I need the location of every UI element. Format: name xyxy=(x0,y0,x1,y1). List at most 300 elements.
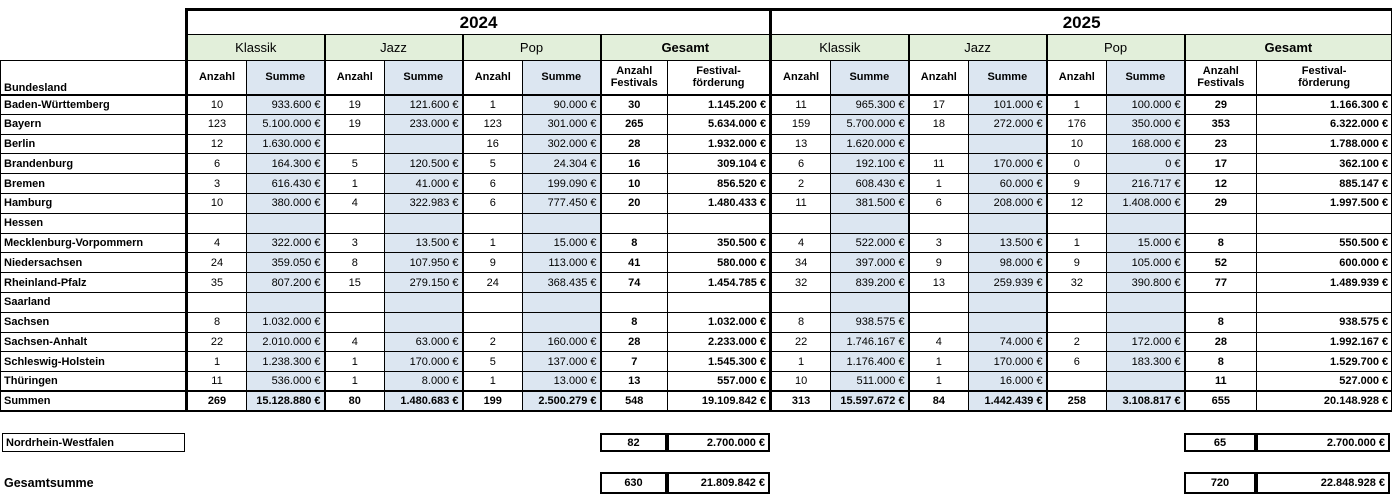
data-cell: 32 xyxy=(1047,273,1107,293)
data-cell: 159 xyxy=(771,114,831,134)
data-cell xyxy=(1257,213,1392,233)
data-cell: 608.430 € xyxy=(831,174,909,194)
data-cell: 183.300 € xyxy=(1107,352,1185,372)
category-header-row xyxy=(1,35,1392,61)
data-cell: 199 xyxy=(463,391,523,411)
data-cell: 2 xyxy=(463,332,523,352)
state-name-cell: Bremen xyxy=(1,174,187,194)
data-cell: 550.500 € xyxy=(1257,233,1392,253)
group-header-klassik-2025: Klassik xyxy=(771,35,909,61)
data-cell: 1.032.000 € xyxy=(668,312,771,332)
data-cell: 2 xyxy=(1047,332,1107,352)
nrw-2024-anzahl-box: 82 xyxy=(600,433,667,452)
anzahl-header: Anzahl xyxy=(187,61,247,95)
data-cell: 20.148.928 € xyxy=(1257,391,1392,411)
data-cell xyxy=(325,312,385,332)
data-cell: 353 xyxy=(1185,114,1257,134)
data-cell: 11 xyxy=(1185,372,1257,392)
data-cell: 10 xyxy=(187,193,247,213)
data-cell: 28 xyxy=(601,134,668,154)
data-cell: 1.032.000 € xyxy=(247,312,325,332)
state-name-cell: Sachsen-Anhalt xyxy=(1,332,187,352)
data-cell: 113.000 € xyxy=(523,253,601,273)
data-cell: 15.000 € xyxy=(1107,233,1185,253)
data-cell: 208.000 € xyxy=(969,193,1047,213)
data-cell xyxy=(325,292,385,312)
data-cell: 5 xyxy=(325,154,385,174)
data-cell: 17 xyxy=(1185,154,1257,174)
data-cell: 90.000 € xyxy=(523,95,601,115)
table-row xyxy=(1,95,1392,115)
anzahl-header: Anzahl xyxy=(463,61,523,95)
data-cell xyxy=(187,292,247,312)
data-cell: 121.600 € xyxy=(385,95,463,115)
data-cell: 8 xyxy=(325,253,385,273)
data-cell xyxy=(385,312,463,332)
data-cell: 6 xyxy=(463,174,523,194)
data-cell xyxy=(385,134,463,154)
data-cell: 2.500.279 € xyxy=(523,391,601,411)
data-cell: 10 xyxy=(1047,134,1107,154)
data-cell: 1 xyxy=(1047,95,1107,115)
data-cell: 30 xyxy=(601,95,668,115)
data-cell: 10 xyxy=(771,372,831,392)
data-cell: 11 xyxy=(187,372,247,392)
data-cell: 536.000 € xyxy=(247,372,325,392)
data-cell xyxy=(385,213,463,233)
nrw-2025-anzahl-box: 65 xyxy=(1184,433,1256,452)
data-cell: 302.000 € xyxy=(523,134,601,154)
data-cell: 965.300 € xyxy=(831,95,909,115)
data-cell: 22 xyxy=(187,332,247,352)
data-cell: 12 xyxy=(187,134,247,154)
data-cell: 3.108.817 € xyxy=(1107,391,1185,411)
data-cell: 19.109.842 € xyxy=(668,391,771,411)
data-cell: 362.100 € xyxy=(1257,154,1392,174)
data-cell: 15.128.880 € xyxy=(247,391,325,411)
data-cell: 168.000 € xyxy=(1107,134,1185,154)
data-cell: 170.000 € xyxy=(969,352,1047,372)
data-cell: 6.322.000 € xyxy=(1257,114,1392,134)
data-cell: 13.000 € xyxy=(523,372,601,392)
table-row xyxy=(1,174,1392,194)
table-row xyxy=(1,312,1392,332)
table-row xyxy=(1,134,1392,154)
data-cell: 13 xyxy=(909,273,969,293)
data-cell: 29 xyxy=(1185,95,1257,115)
data-cell: 19 xyxy=(325,114,385,134)
data-cell: 9 xyxy=(1047,253,1107,273)
data-cell xyxy=(523,292,601,312)
data-cell: 0 xyxy=(1047,154,1107,174)
data-cell: 1.630.000 € xyxy=(247,134,325,154)
data-cell: 233.000 € xyxy=(385,114,463,134)
data-cell: 18 xyxy=(909,114,969,134)
corner-spacer xyxy=(1,35,187,61)
data-cell: 20 xyxy=(601,193,668,213)
state-name-cell: Berlin xyxy=(1,134,187,154)
data-cell: 397.000 € xyxy=(831,253,909,273)
data-cell: 120.500 € xyxy=(385,154,463,174)
data-cell: 1 xyxy=(909,352,969,372)
data-cell: 13 xyxy=(771,134,831,154)
data-cell: 7 xyxy=(601,352,668,372)
data-cell: 2.233.000 € xyxy=(668,332,771,352)
nrw-2025-summe-box: 2.700.000 € xyxy=(1256,433,1390,452)
data-cell: 52 xyxy=(1185,253,1257,273)
festival-foerderung-header: Festival- förderung xyxy=(668,61,771,95)
data-cell: 3 xyxy=(325,233,385,253)
data-cell: 12 xyxy=(1047,193,1107,213)
data-cell: 322.000 € xyxy=(247,233,325,253)
gesamtsumme-2024-anzahl-box: 630 xyxy=(600,472,667,494)
data-cell: 8 xyxy=(1185,233,1257,253)
group-header-gesamt-2025: Gesamt xyxy=(1185,35,1392,61)
data-cell: 16.000 € xyxy=(969,372,1047,392)
state-name-cell: Thüringen xyxy=(1,372,187,392)
data-cell: 259.939 € xyxy=(969,273,1047,293)
data-cell xyxy=(523,312,601,332)
state-name-cell: Hessen xyxy=(1,213,187,233)
data-cell xyxy=(969,312,1047,332)
data-cell: 9 xyxy=(909,253,969,273)
data-cell: 123 xyxy=(463,114,523,134)
data-cell: 1 xyxy=(909,372,969,392)
data-cell: 5.700.000 € xyxy=(831,114,909,134)
data-cell: 170.000 € xyxy=(969,154,1047,174)
data-cell: 1.529.700 € xyxy=(1257,352,1392,372)
data-cell xyxy=(909,312,969,332)
data-cell: 8 xyxy=(1185,352,1257,372)
data-cell: 100.000 € xyxy=(1107,95,1185,115)
data-cell: 84 xyxy=(909,391,969,411)
data-cell xyxy=(1185,292,1257,312)
data-cell: 322.983 € xyxy=(385,193,463,213)
summe-header: Summe xyxy=(247,61,325,95)
nordrhein-westfalen-label-box: Nordrhein-Westfalen xyxy=(2,433,185,452)
data-cell: 269 xyxy=(187,391,247,411)
data-cell: 4 xyxy=(187,233,247,253)
festival-foerderung-header: Festival- förderung xyxy=(1257,61,1392,95)
data-cell: 5.100.000 € xyxy=(247,114,325,134)
data-cell: 216.717 € xyxy=(1107,174,1185,194)
summe-header: Summe xyxy=(969,61,1047,95)
data-cell: 172.000 € xyxy=(1107,332,1185,352)
data-cell: 1 xyxy=(463,372,523,392)
group-header-pop-2024: Pop xyxy=(463,35,601,61)
data-cell: 527.000 € xyxy=(1257,372,1392,392)
data-cell xyxy=(463,213,523,233)
data-cell xyxy=(969,213,1047,233)
data-cell: 885.147 € xyxy=(1257,174,1392,194)
group-header-jazz-2025: Jazz xyxy=(909,35,1047,61)
data-cell: 4 xyxy=(771,233,831,253)
data-cell: 807.200 € xyxy=(247,273,325,293)
data-cell: 938.575 € xyxy=(831,312,909,332)
group-header-gesamt-2024: Gesamt xyxy=(601,35,771,61)
data-cell: 9 xyxy=(1047,174,1107,194)
data-cell xyxy=(909,134,969,154)
data-cell: 123 xyxy=(187,114,247,134)
state-name-cell: Schleswig-Holstein xyxy=(1,352,187,372)
data-cell: 9 xyxy=(463,253,523,273)
data-cell: 60.000 € xyxy=(969,174,1047,194)
data-cell: 1 xyxy=(771,352,831,372)
data-cell: 15.000 € xyxy=(523,233,601,253)
data-cell xyxy=(1107,312,1185,332)
group-header-jazz-2024: Jazz xyxy=(325,35,463,61)
data-cell: 22 xyxy=(771,332,831,352)
data-cell xyxy=(325,213,385,233)
data-cell: 24 xyxy=(463,273,523,293)
anzahl-header: Anzahl xyxy=(325,61,385,95)
data-cell: 1.408.000 € xyxy=(1107,193,1185,213)
data-cell: 1 xyxy=(325,372,385,392)
festival-funding-table xyxy=(0,8,1392,412)
data-cell: 4 xyxy=(909,332,969,352)
data-cell: 4 xyxy=(325,193,385,213)
data-cell: 1 xyxy=(325,352,385,372)
data-cell: 1.442.439 € xyxy=(969,391,1047,411)
gesamtsumme-2025-anzahl-box: 720 xyxy=(1184,472,1256,494)
data-cell: 41.000 € xyxy=(385,174,463,194)
data-cell xyxy=(523,213,601,233)
data-cell xyxy=(1107,372,1185,392)
state-name-cell: Brandenburg xyxy=(1,154,187,174)
state-name-cell: Mecklenburg-Vorpommern xyxy=(1,233,187,253)
data-cell: 1.238.300 € xyxy=(247,352,325,372)
data-cell: 13.500 € xyxy=(969,233,1047,253)
data-cell: 1.746.167 € xyxy=(831,332,909,352)
year-2024-header: 2024 xyxy=(187,10,771,35)
table-row xyxy=(1,114,1392,134)
data-cell: 41 xyxy=(601,253,668,273)
summen-row xyxy=(1,391,1392,411)
data-cell: 301.000 € xyxy=(523,114,601,134)
data-cell: 1.166.300 € xyxy=(1257,95,1392,115)
data-cell: 777.450 € xyxy=(523,193,601,213)
state-name-cell: Rheinland-Pfalz xyxy=(1,273,187,293)
data-cell xyxy=(1107,213,1185,233)
data-cell: 933.600 € xyxy=(247,95,325,115)
data-cell: 856.520 € xyxy=(668,174,771,194)
data-cell: 23 xyxy=(1185,134,1257,154)
data-cell: 24.304 € xyxy=(523,154,601,174)
data-cell xyxy=(247,213,325,233)
data-cell: 16 xyxy=(601,154,668,174)
data-cell: 15.597.672 € xyxy=(831,391,909,411)
data-cell xyxy=(463,312,523,332)
data-cell: 8 xyxy=(1185,312,1257,332)
data-cell xyxy=(1107,292,1185,312)
data-cell: 8 xyxy=(187,312,247,332)
data-cell xyxy=(463,292,523,312)
data-cell: 8 xyxy=(771,312,831,332)
data-cell xyxy=(247,292,325,312)
nrw-2024-summe-box: 2.700.000 € xyxy=(667,433,770,452)
data-cell xyxy=(1257,292,1392,312)
data-cell: 5 xyxy=(463,154,523,174)
data-cell: 11 xyxy=(909,154,969,174)
state-name-cell: Summen xyxy=(1,391,187,411)
table-row xyxy=(1,372,1392,392)
anzahl-festivals-header: Anzahl Festivals xyxy=(1185,61,1257,95)
corner-spacer xyxy=(1,10,187,35)
data-cell: 5.634.000 € xyxy=(668,114,771,134)
data-cell: 6 xyxy=(187,154,247,174)
data-cell: 1 xyxy=(463,233,523,253)
data-cell: 8 xyxy=(601,233,668,253)
anzahl-header: Anzahl xyxy=(771,61,831,95)
data-cell: 74.000 € xyxy=(969,332,1047,352)
data-cell xyxy=(668,213,771,233)
data-cell: 313 xyxy=(771,391,831,411)
gesamtsumme-2024-summe-box: 21.809.842 € xyxy=(667,472,770,494)
data-cell: 28 xyxy=(601,332,668,352)
data-cell: 192.100 € xyxy=(831,154,909,174)
table-row xyxy=(1,273,1392,293)
data-cell: 24 xyxy=(187,253,247,273)
data-cell xyxy=(1047,312,1107,332)
data-cell: 1 xyxy=(325,174,385,194)
state-name-cell: Baden-Württemberg xyxy=(1,95,187,115)
data-cell: 6 xyxy=(463,193,523,213)
data-cell: 17 xyxy=(909,95,969,115)
group-header-pop-2025: Pop xyxy=(1047,35,1185,61)
data-cell: 359.050 € xyxy=(247,253,325,273)
data-cell: 101.000 € xyxy=(969,95,1047,115)
summe-header: Summe xyxy=(1107,61,1185,95)
data-cell: 258 xyxy=(1047,391,1107,411)
data-cell: 511.000 € xyxy=(831,372,909,392)
data-cell: 522.000 € xyxy=(831,233,909,253)
data-cell: 309.104 € xyxy=(668,154,771,174)
summe-header: Summe xyxy=(831,61,909,95)
year-2025-header: 2025 xyxy=(771,10,1392,35)
data-cell: 11 xyxy=(771,193,831,213)
data-cell: 12 xyxy=(1185,174,1257,194)
data-cell xyxy=(771,213,831,233)
data-cell: 105.000 € xyxy=(1107,253,1185,273)
data-cell: 1.992.167 € xyxy=(1257,332,1392,352)
data-cell: 272.000 € xyxy=(969,114,1047,134)
data-cell: 1.454.785 € xyxy=(668,273,771,293)
data-cell: 80 xyxy=(325,391,385,411)
data-cell xyxy=(1047,372,1107,392)
data-cell: 137.000 € xyxy=(523,352,601,372)
data-cell xyxy=(831,213,909,233)
data-cell xyxy=(668,292,771,312)
data-cell xyxy=(831,292,909,312)
data-cell xyxy=(601,292,668,312)
data-cell: 8 xyxy=(601,312,668,332)
table-row xyxy=(1,193,1392,213)
table-row xyxy=(1,352,1392,372)
data-cell xyxy=(187,213,247,233)
data-cell xyxy=(1185,213,1257,233)
bundesland-header: Bundesland xyxy=(1,61,187,95)
data-cell: 616.430 € xyxy=(247,174,325,194)
data-cell: 6 xyxy=(1047,352,1107,372)
data-cell: 28 xyxy=(1185,332,1257,352)
data-cell xyxy=(969,292,1047,312)
data-cell: 1.932.000 € xyxy=(668,134,771,154)
data-cell: 63.000 € xyxy=(385,332,463,352)
data-cell: 8.000 € xyxy=(385,372,463,392)
data-cell: 4 xyxy=(325,332,385,352)
data-cell: 839.200 € xyxy=(831,273,909,293)
data-cell: 5 xyxy=(463,352,523,372)
gesamtsumme-label: Gesamtsumme xyxy=(4,476,94,490)
data-cell: 13.500 € xyxy=(385,233,463,253)
data-cell: 98.000 € xyxy=(969,253,1047,273)
data-cell: 380.000 € xyxy=(247,193,325,213)
data-cell: 381.500 € xyxy=(831,193,909,213)
data-cell: 10 xyxy=(187,95,247,115)
data-cell: 1.620.000 € xyxy=(831,134,909,154)
data-cell: 19 xyxy=(325,95,385,115)
data-cell: 2.010.000 € xyxy=(247,332,325,352)
anzahl-festivals-header: Anzahl Festivals xyxy=(601,61,668,95)
data-cell: 1 xyxy=(909,174,969,194)
data-cell xyxy=(969,134,1047,154)
data-cell: 548 xyxy=(601,391,668,411)
data-cell: 74 xyxy=(601,273,668,293)
data-cell xyxy=(1047,292,1107,312)
data-cell xyxy=(325,134,385,154)
data-cell: 390.800 € xyxy=(1107,273,1185,293)
data-cell: 29 xyxy=(1185,193,1257,213)
data-cell: 13 xyxy=(601,372,668,392)
data-cell: 265 xyxy=(601,114,668,134)
summe-header: Summe xyxy=(523,61,601,95)
anzahl-header: Anzahl xyxy=(909,61,969,95)
data-cell: 1.997.500 € xyxy=(1257,193,1392,213)
data-cell: 1 xyxy=(187,352,247,372)
data-cell xyxy=(385,292,463,312)
table-row xyxy=(1,332,1392,352)
table-row xyxy=(1,253,1392,273)
data-cell: 368.435 € xyxy=(523,273,601,293)
table-row xyxy=(1,154,1392,174)
data-cell: 107.950 € xyxy=(385,253,463,273)
data-cell: 15 xyxy=(325,273,385,293)
table-row xyxy=(1,292,1392,312)
data-cell: 350.500 € xyxy=(668,233,771,253)
data-cell: 164.300 € xyxy=(247,154,325,174)
data-cell: 6 xyxy=(771,154,831,174)
data-cell xyxy=(601,213,668,233)
data-cell: 580.000 € xyxy=(668,253,771,273)
data-cell: 35 xyxy=(187,273,247,293)
state-name-cell: Hamburg xyxy=(1,193,187,213)
state-name-cell: Saarland xyxy=(1,292,187,312)
data-cell: 2 xyxy=(771,174,831,194)
data-cell: 1 xyxy=(1047,233,1107,253)
table-row xyxy=(1,233,1392,253)
data-cell: 3 xyxy=(909,233,969,253)
data-cell: 1.480.433 € xyxy=(668,193,771,213)
subheader-row xyxy=(1,61,1392,95)
data-cell: 6 xyxy=(909,193,969,213)
data-cell: 199.090 € xyxy=(523,174,601,194)
data-cell: 176 xyxy=(1047,114,1107,134)
data-cell: 938.575 € xyxy=(1257,312,1392,332)
data-cell: 3 xyxy=(187,174,247,194)
data-cell: 279.150 € xyxy=(385,273,463,293)
data-cell: 16 xyxy=(463,134,523,154)
summe-header: Summe xyxy=(385,61,463,95)
